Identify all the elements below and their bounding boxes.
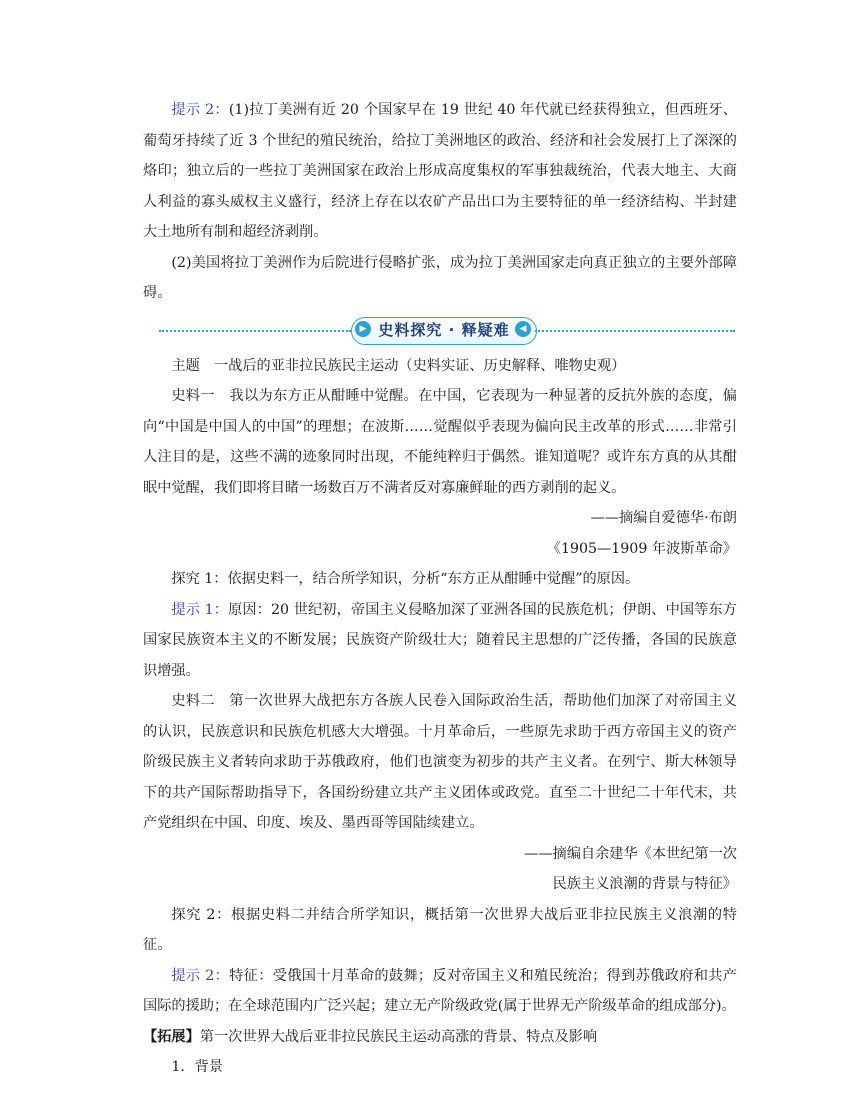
extension-text: 第一次世界大战后亚非拉民族民主运动高涨的背景、特点及影响 <box>199 1028 598 1045</box>
inquiry-2: 探究 2：根据史料二并结合所学知识，概括第一次世界大战后亚非拉民族主义浪潮的特征。 <box>143 906 737 953</box>
topic-line: 主题 一战后的亚非拉民族民主运动（史料实证、历史解释、唯物史观） <box>171 357 626 374</box>
hint-2-paragraph-1 <box>143 95 737 248</box>
source-label: 史料一 <box>171 388 215 404</box>
dotted-divider-right <box>535 330 735 332</box>
source-2-citation-author: ——摘编自余建华《本世纪第一次 <box>524 845 737 862</box>
hint-label: 提示 2： <box>171 967 230 984</box>
hint-1-paragraph <box>143 595 737 687</box>
hint-2-b-paragraph <box>143 961 737 1022</box>
source-1-paragraph <box>143 381 737 503</box>
extension-bracket: 【拓展】 <box>143 1028 200 1045</box>
source-label: 史料二 <box>171 693 215 709</box>
arrow-left-icon: ◀ <box>515 321 531 337</box>
hint-label: 提示 2： <box>171 102 229 118</box>
source-text: 第一次世界大战把东方各族人民卷入国际政治生活，帮助他们加深了对帝国主义的认识，民族意识和民族危机感大大增强。十月革命后，一些原先求助于西方帝国主义的资产阶级民族主义者转向求助于苏俄政府，他们也演变为初步的共产主义者。在列宁、斯大林领导下的共产国际帮助指导下，各国纷纷建立共产主义团体或政党。直至二十世纪二十年代末，共产党组织在中国、印度、埃及、墨西哥等国陆续建立。 <box>143 693 737 831</box>
source-2-citation-title: 民族主义浪潮的背景与特征》 <box>552 876 737 892</box>
extension-heading <box>143 1022 737 1053</box>
dotted-divider-left <box>159 330 351 332</box>
inquiry-1: 探究 1：依据史料一，结合所学知识，分析“东方正从酣睡中觉醒”的原因。 <box>171 571 640 587</box>
section-banner <box>143 313 737 349</box>
source-2-paragraph <box>143 686 737 839</box>
section-title-text: 史料探究 · 释疑难 <box>378 321 510 340</box>
hint-label: 提示 1： <box>171 601 229 618</box>
source-1-citation-author: ——摘编自爱德华·布朗 <box>590 510 737 526</box>
hint-text: 原因：20 世纪初，帝国主义侵略加深了亚洲各国的民族危机；伊朗、中国等东方国家民族资本主义的不断发展；民族资产阶级壮大；随着民主思想的广泛传播，各国的民族意识增强。 <box>143 601 737 679</box>
section-title <box>351 317 537 345</box>
arrow-right-icon: ▶ <box>355 321 371 337</box>
list-item-background: 1．背景 <box>171 1059 223 1075</box>
hint-2-paragraph-2 <box>143 248 737 309</box>
hint-text: 特征：受俄国十月革命的鼓舞；反对帝国主义和殖民统治；得到苏俄政府和共产国际的援助；在全球范围内广泛兴起；建立无产阶级政党(属于世界无产阶级革命的组成部分)。 <box>143 967 737 1014</box>
source-1-citation-title: 《1905—1909 年波斯革命》 <box>546 540 737 557</box>
hint-text: (2)美国将拉丁美洲作为后院进行侵略扩张，成为拉丁美洲国家走向真正独立的主要外部障碍。 <box>143 254 737 301</box>
hint-text: (1)拉丁美洲有近 20 个国家早在 19 世纪 40 年代就已经获得独立，但西班牙、葡萄牙持续了近 3 个世纪的殖民统治，给拉丁美洲地区的政治、经济和社会发展打上了深深的烙印；独立后的一些拉丁美洲国家在政治上形成高度集权的军事独裁统治，代表大地主、大商人利益的寡头威权主义盛行，经济上存在以农矿产品出口为主要特征的单一经济结构、半封建大土地所有制和超经济剥削。 <box>143 102 737 240</box>
source-text: 我以为东方正从酣睡中觉醒。在中国，它表现为一种显著的反抗外族的态度，偏向“中国是中国人的中国”的理想；在波斯……觉醒似乎表现为偏向民主改革的形式……非常引人注目的是，这些不满的迹象同时出现，不能纯粹归于偶然。谁知道呢？或许东方真的从其酣眠中觉醒，我们即将目睹一场数百万不满者反对寡廉鲜耻的西方剥削的起义。 <box>143 388 737 496</box>
document-content <box>143 95 737 1083</box>
